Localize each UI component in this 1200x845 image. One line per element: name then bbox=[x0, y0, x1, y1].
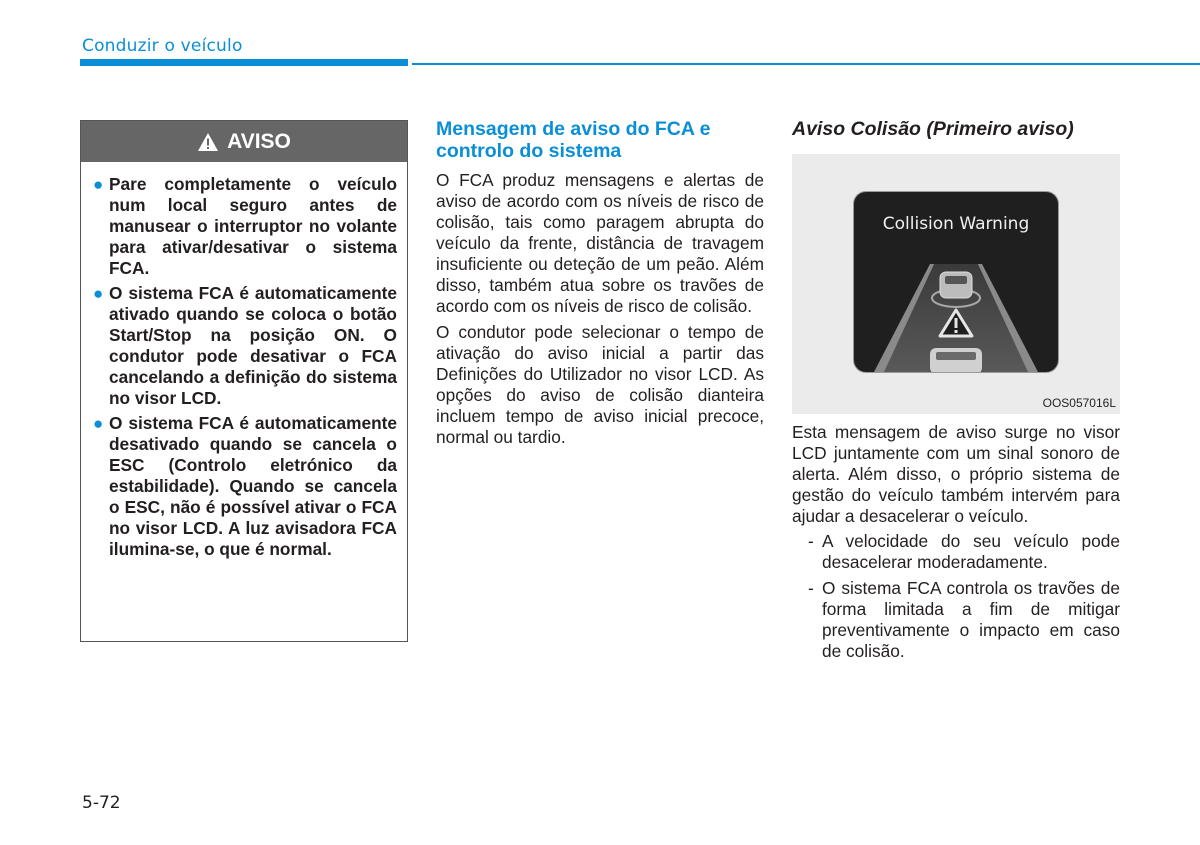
lcd-display bbox=[854, 192, 1058, 372]
figure-code: OOS057016L bbox=[1042, 396, 1116, 410]
warning-item bbox=[93, 413, 397, 560]
dash-marker: - bbox=[808, 531, 814, 551]
middle-column bbox=[436, 118, 764, 453]
warning-header bbox=[81, 121, 407, 162]
dash-item bbox=[792, 578, 1120, 662]
warning-item bbox=[93, 283, 397, 409]
bullet-icon: ● bbox=[93, 175, 104, 194]
warning-item bbox=[93, 174, 397, 279]
middle-paragraph: O condutor pode selecionar o tempo de ativação do aviso inicial a partir das Definições do Utilizador no visor LCD. As opções do aviso de colisão dianteira incluem tempo de aviso inicial precoce, normal ou tardio. bbox=[436, 322, 764, 447]
bullet-icon: ● bbox=[93, 414, 104, 433]
lcd-collision-warning-text: Collision Warning bbox=[882, 214, 1030, 234]
bullet-icon: ● bbox=[93, 284, 104, 303]
dash-list bbox=[792, 531, 1120, 662]
dash-marker: - bbox=[808, 578, 814, 598]
collision-warning-figure bbox=[792, 154, 1120, 414]
header-rule-thin bbox=[412, 63, 1200, 65]
right-paragraph: Esta mensagem de aviso surge no visor LCD juntamente com um sinal sonoro de alerta. Além disso, o próprio sistema de gestão do veículo também intervém para ajudar a desacelerar o veículo. bbox=[792, 422, 1120, 526]
warning-item-text: Pare completamente o veículo num local seguro antes de manusear o interruptor no volante para ativar/desativar o sistema FCA. bbox=[109, 174, 397, 278]
warning-box bbox=[80, 120, 408, 642]
section-title: Conduzir o veículo bbox=[82, 36, 243, 56]
dash-item-text: A velocidade do seu veículo pode desacelerar moderadamente. bbox=[822, 531, 1120, 572]
warning-title: AVISO bbox=[227, 129, 291, 153]
middle-paragraph: O FCA produz mensagens e alertas de aviso de acordo com os níveis de risco de colisão, tais como paragem abrupta do veículo da frente, distância de travagem insuficiente ou deteção de um peão. Além disso, também atua sobre os travões de acordo com os níveis de risco de colisão. bbox=[436, 170, 764, 316]
page-number: 5-72 bbox=[82, 793, 121, 813]
header-rule-thick bbox=[80, 59, 408, 66]
right-column bbox=[792, 118, 1120, 667]
middle-heading: Mensagem de aviso do FCA e controlo do sistema bbox=[436, 118, 711, 162]
warning-list bbox=[81, 162, 407, 560]
dash-item bbox=[792, 531, 1120, 573]
dash-item-text: O sistema FCA controla os travões de forma limitada a fim de mitigar preventivamente o impacto em caso de colisão. bbox=[822, 578, 1120, 661]
warning-item-text: O sistema FCA é automaticamente desativado quando se cancela o ESC (Controlo eletrónico da estabilidade). Quando se cancela o ESC, não é possível ativar o FCA no visor LCD. A luz avisadora FCA ilumina-se, o que é normal. bbox=[109, 413, 397, 559]
warning-triangle-icon bbox=[197, 132, 219, 152]
warning-item-text: O sistema FCA é automaticamente ativado quando se coloca o botão Start/Stop na posição ON. O condutor pode desativar o FCA cancelando a definição do sistema no visor LCD. bbox=[109, 283, 397, 408]
right-heading: Aviso Colisão (Primeiro aviso) bbox=[792, 118, 1074, 140]
